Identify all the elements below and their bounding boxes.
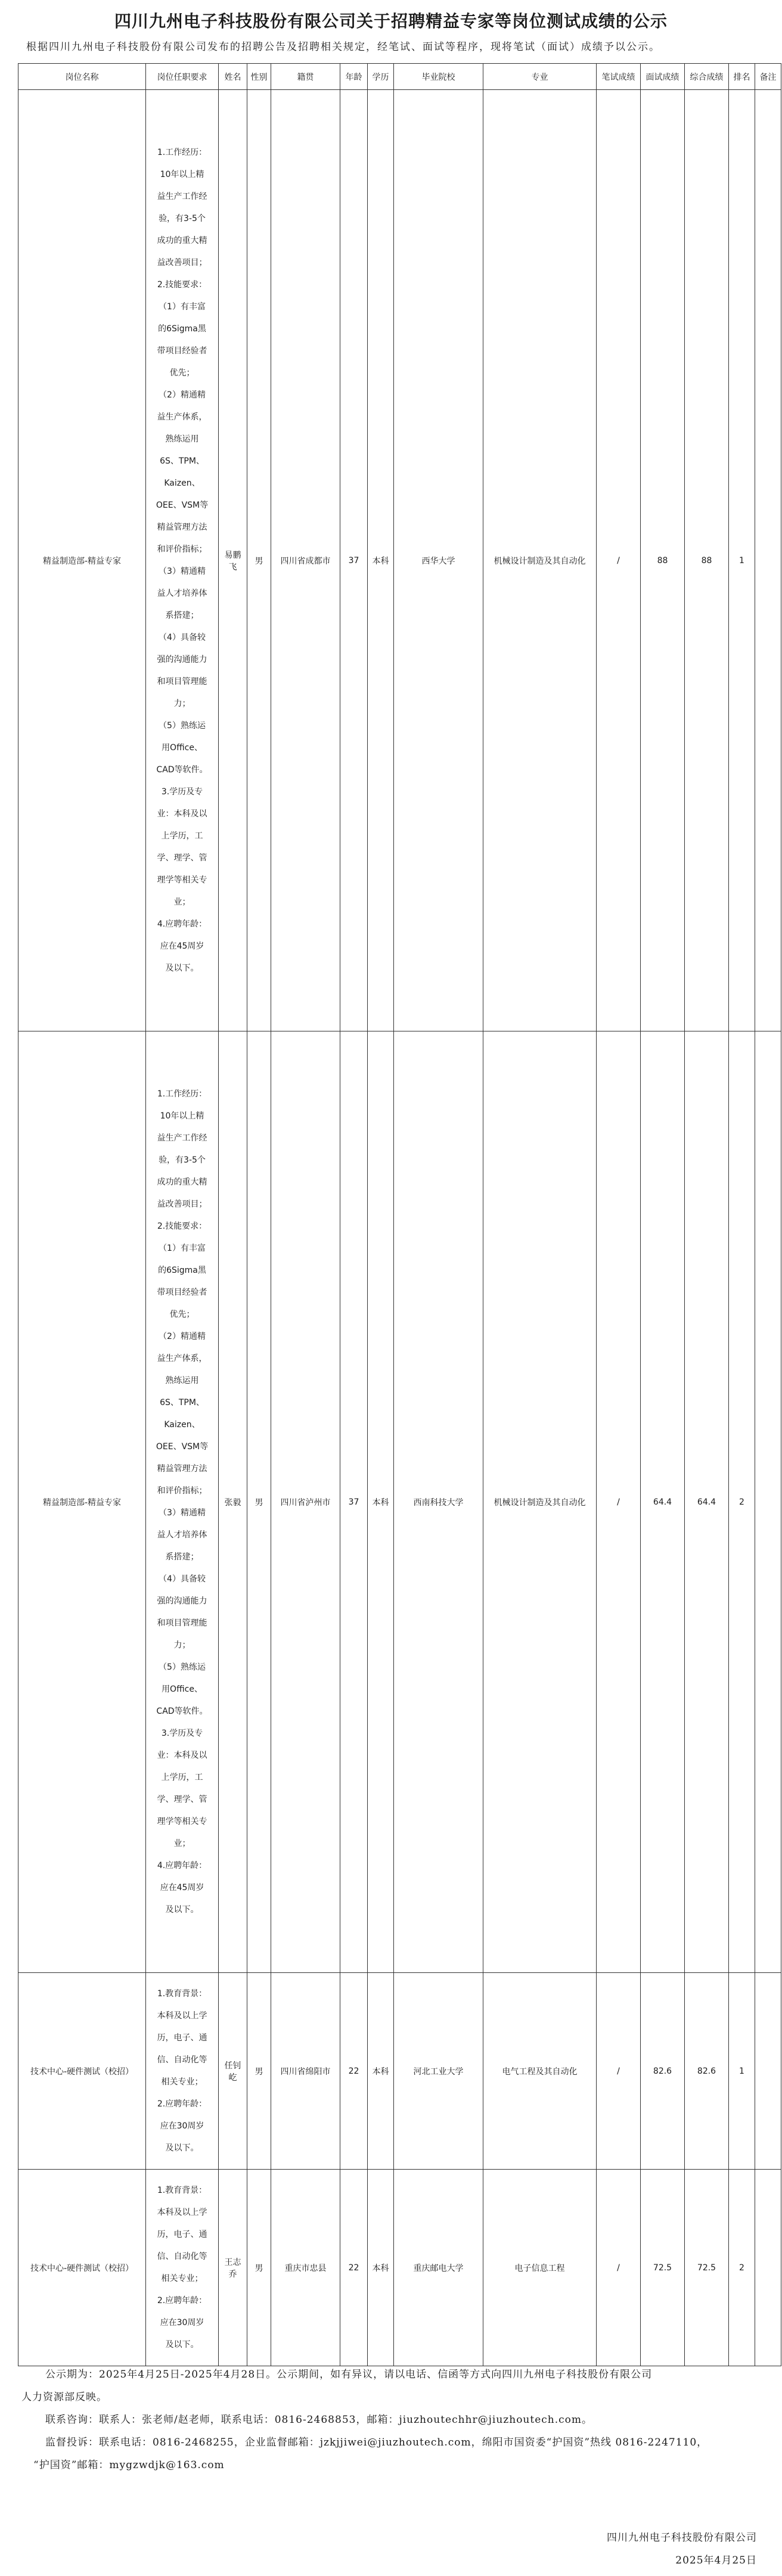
requirement-line: 2.应聘年龄：	[157, 2099, 207, 2109]
requirement-line: 成功的重大精	[157, 1177, 207, 1187]
requirement-line: 信、自动化等	[157, 2055, 207, 2065]
cell-requirements	[146, 2170, 219, 2366]
cell-remark	[755, 2170, 781, 2366]
requirement-line: 本科及以上学	[157, 2011, 207, 2021]
header-age: 年龄	[340, 64, 368, 90]
requirement-line: 的6Sigma黑	[158, 1265, 206, 1275]
cell-school: 重庆邮电大学	[394, 2170, 483, 2366]
cell-major: 电气工程及其自动化	[483, 1973, 597, 2170]
requirement-line: 信、自动化等	[157, 2251, 207, 2261]
company-name: 四川九州电子科技股份有限公司	[607, 2532, 757, 2544]
requirement-line: 应在30周岁	[160, 2121, 204, 2131]
table-row	[18, 1973, 781, 2170]
requirement-line: 优先；	[169, 1309, 195, 1319]
requirement-line: 学、理学、管	[157, 1794, 207, 1804]
requirement-line: 和评价指标；	[157, 544, 207, 554]
requirement-line: 熟练运用	[165, 1375, 199, 1385]
announcement-date: 2025年4月25日	[675, 2555, 757, 2566]
requirement-line: OEE、VSM等	[156, 500, 209, 510]
cell-education: 本科	[368, 1031, 394, 1973]
requirement-line: （5）熟练运	[159, 720, 206, 731]
requirement-line: 强的沟通能力	[157, 654, 207, 664]
requirement-line: （1）有丰富	[159, 1243, 206, 1253]
requirement-line: 强的沟通能力	[157, 1596, 207, 1606]
cell-age: 22	[340, 1973, 368, 2170]
header-origin: 籍贯	[271, 64, 340, 90]
header-gender: 性别	[247, 64, 271, 90]
requirement-line: （1）有丰富	[159, 302, 206, 312]
cell-age: 37	[340, 90, 368, 1031]
cell-rank: 2	[729, 2170, 755, 2366]
requirement-line: 带项目经验者	[157, 346, 207, 356]
requirement-line: 1.教育背景：	[157, 2185, 207, 2195]
requirement-line: 理学等相关专	[157, 1816, 207, 1826]
requirement-line: 及以下。	[165, 963, 199, 973]
requirement-line: 相关专业；	[161, 2273, 203, 2283]
requirement-line: 和项目管理能	[157, 676, 207, 686]
cell-name: 王志乔	[219, 2170, 247, 2366]
requirement-line: 业；	[173, 897, 191, 907]
requirement-line: 精益管理方法	[157, 1463, 207, 1474]
requirement-line: CAD等软件。	[156, 1706, 208, 1716]
header-name: 姓名	[219, 64, 247, 90]
cell-position: 精益制造部-精益专家	[18, 1031, 146, 1973]
footer-notes	[21, 2363, 772, 2476]
requirement-line: 2.技能要求：	[157, 279, 207, 290]
cell-written-score: /	[597, 1031, 641, 1973]
header-written-score: 笔试成绩	[597, 64, 641, 90]
cell-written-score: /	[597, 2170, 641, 2366]
cell-rank: 1	[729, 1973, 755, 2170]
requirement-line: 历，电子、通	[157, 2033, 207, 2043]
requirement-line: 1.工作经历：	[157, 1089, 207, 1099]
header-school: 毕业院校	[394, 64, 483, 90]
cell-total-score: 72.5	[685, 2170, 729, 2366]
requirement-line: （2）精通精	[159, 1331, 206, 1341]
cell-education: 本科	[368, 1973, 394, 2170]
cell-interview-score: 64.4	[641, 1031, 685, 1973]
cell-written-score: /	[597, 90, 641, 1031]
cell-gender: 男	[247, 1031, 271, 1973]
table-row	[18, 90, 781, 1031]
requirement-line: 益改善项目；	[157, 257, 207, 268]
header-rank: 排名	[729, 64, 755, 90]
header-total-score: 综合成绩	[685, 64, 729, 90]
requirement-line: 及以下。	[165, 1904, 199, 1915]
requirement-line: 6S、TPM、	[160, 1397, 204, 1407]
document-title: 四川九州电子科技股份有限公司关于招聘精益专家等岗位测试成绩的公示	[114, 11, 668, 31]
requirement-line: Kaizen、	[164, 478, 200, 488]
requirement-line: （3）精通精	[159, 566, 206, 576]
requirement-line: 力；	[173, 698, 191, 709]
cell-gender: 男	[247, 2170, 271, 2366]
requirement-line: 应在45周岁	[160, 1882, 204, 1893]
requirement-line: 3.学历及专	[161, 787, 203, 797]
cell-remark	[755, 1031, 781, 1973]
cell-position: 技术中心-硬件测试（校招）	[18, 1973, 146, 2170]
requirement-line: 业：本科及以	[157, 1750, 207, 1760]
cell-gender: 男	[247, 90, 271, 1031]
header-requirements: 岗位任职要求	[146, 64, 219, 90]
requirement-line: 及以下。	[165, 2339, 199, 2350]
cell-rank: 1	[729, 90, 755, 1031]
requirement-line: 益生产工作经	[157, 191, 207, 201]
cell-major: 机械设计制造及其自动化	[483, 90, 597, 1031]
cell-total-score: 82.6	[685, 1973, 729, 2170]
requirement-line: 3.学历及专	[161, 1728, 203, 1738]
cell-gender: 男	[247, 1973, 271, 2170]
cell-education: 本科	[368, 2170, 394, 2366]
header-remark: 备注	[755, 64, 781, 90]
requirement-line: 10年以上精	[160, 1111, 204, 1121]
cell-name: 易鹏飞	[219, 90, 247, 1031]
header-position: 岗位名称	[18, 64, 146, 90]
requirement-line: 优先；	[169, 368, 195, 378]
requirement-line: 用Office、	[162, 742, 203, 753]
table-header-row	[18, 64, 781, 90]
cell-age: 22	[340, 2170, 368, 2366]
requirement-line: 益改善项目；	[157, 1199, 207, 1209]
cell-interview-score: 72.5	[641, 2170, 685, 2366]
requirement-line: （3）精通精	[159, 1508, 206, 1518]
requirement-line: OEE、VSM等	[156, 1441, 209, 1452]
cell-name: 任钊屹	[219, 1973, 247, 2170]
cell-requirements	[146, 90, 219, 1031]
requirement-line: 的6Sigma黑	[158, 324, 206, 334]
requirement-line: 学、理学、管	[157, 853, 207, 863]
cell-origin: 四川省成都市	[271, 90, 340, 1031]
requirement-line: 系搭建；	[165, 610, 199, 620]
cell-requirements	[146, 1031, 219, 1973]
requirement-line: 力；	[173, 1640, 191, 1650]
cell-requirements	[146, 1973, 219, 2170]
requirement-line: 2.技能要求：	[157, 1221, 207, 1231]
cell-name: 张毅	[219, 1031, 247, 1973]
requirement-line: （4）具备较	[159, 632, 206, 642]
header-interview-score: 面试成绩	[641, 64, 685, 90]
requirement-line: 成功的重大精	[157, 235, 207, 246]
requirement-line: 系搭建；	[165, 1552, 199, 1562]
requirement-line: 和项目管理能	[157, 1618, 207, 1628]
requirement-line: 业：本科及以	[157, 809, 207, 819]
cell-origin: 重庆市忠县	[271, 2170, 340, 2366]
cell-written-score: /	[597, 1973, 641, 2170]
header-major: 专业	[483, 64, 597, 90]
requirement-line: 验，有3-5个	[159, 1155, 206, 1165]
cell-origin: 四川省泸州市	[271, 1031, 340, 1973]
requirement-line: 6S、TPM、	[160, 456, 204, 466]
results-table	[18, 63, 781, 2366]
requirement-line: 应在30周岁	[160, 2317, 204, 2328]
requirement-line: 益人才培养体	[157, 1530, 207, 1540]
cell-position: 技术中心-硬件测试（校招）	[18, 2170, 146, 2366]
requirement-line: 4.应聘年龄：	[157, 1860, 207, 1870]
cell-interview-score: 82.6	[641, 1973, 685, 2170]
cell-age: 37	[340, 1031, 368, 1973]
cell-origin: 四川省绵阳市	[271, 1973, 340, 2170]
requirement-line: 和评价指标；	[157, 1486, 207, 1496]
supervision-info: 监督投诉：联系电话：0816-2468255，企业监督邮箱：jzkjjiwei@jiuzhoutech.com，绵阳市国资委“护国资”热线 0816-2247110，	[45, 2437, 708, 2448]
requirement-line: 理学等相关专	[157, 875, 207, 885]
cell-remark	[755, 90, 781, 1031]
requirement-line: 用Office、	[162, 1684, 203, 1694]
contact-info: 联系咨询：联系人：张老师/赵老师，联系电话：0816-2468853，邮箱：jiuzhoutechhr@jiuzhoutech.com。	[45, 2414, 593, 2426]
requirement-line: 熟练运用	[165, 434, 199, 444]
requirement-line: （5）熟练运	[159, 1662, 206, 1672]
requirement-line: 带项目经验者	[157, 1287, 207, 1297]
cell-major: 机械设计制造及其自动化	[483, 1031, 597, 1973]
signature-block	[607, 2527, 757, 2572]
requirement-line: 10年以上精	[160, 169, 204, 179]
requirement-line: 本科及以上学	[157, 2207, 207, 2217]
requirement-line: （4）具备较	[159, 1574, 206, 1584]
requirement-line: 精益管理方法	[157, 522, 207, 532]
requirement-line: 益生产体系，	[157, 1353, 207, 1363]
requirement-line: 及以下。	[165, 2143, 199, 2153]
publicity-period-text: 公示期为：2025年4月25日-2025年4月28日。公示期间，如有异议，请以电话、信函等方式向四川九州电子科技股份有限公司	[45, 2369, 653, 2381]
requirement-line: 4.应聘年龄：	[157, 919, 207, 929]
header-education: 学历	[368, 64, 394, 90]
requirement-line: 上学历，工	[161, 831, 203, 841]
cell-school: 西华大学	[394, 90, 483, 1031]
cell-education: 本科	[368, 90, 394, 1031]
table-row	[18, 2170, 781, 2366]
requirement-line: 益生产工作经	[157, 1133, 207, 1143]
document-intro: 根据四川九州电子科技股份有限公司发布的招聘公告及招聘相关规定，经笔试、面试等程序，现将笔试（面试）成绩予以公示。	[26, 41, 660, 53]
cell-rank: 2	[729, 1031, 755, 1973]
requirement-line: 验，有3-5个	[159, 213, 206, 223]
requirement-line: （2）精通精	[159, 390, 206, 400]
supervision-info-cont: “护国资”邮箱：mygzwdjk@163.com	[33, 2459, 225, 2471]
table-row	[18, 1031, 781, 1973]
requirement-line: CAD等软件。	[156, 765, 208, 775]
publicity-period-text-cont: 人力资源部反映。	[21, 2391, 107, 2403]
cell-remark	[755, 1973, 781, 2170]
cell-total-score: 88	[685, 90, 729, 1031]
cell-total-score: 64.4	[685, 1031, 729, 1973]
requirement-line: 相关专业；	[161, 2077, 203, 2087]
requirement-line: 业；	[173, 1838, 191, 1848]
requirement-line: 应在45周岁	[160, 941, 204, 951]
requirement-line: 1.工作经历：	[157, 147, 207, 157]
requirement-line: 2.应聘年龄：	[157, 2295, 207, 2305]
requirement-line: 益人才培养体	[157, 588, 207, 598]
cell-major: 电子信息工程	[483, 2170, 597, 2366]
cell-school: 河北工业大学	[394, 1973, 483, 2170]
requirement-line: 益生产体系，	[157, 412, 207, 422]
cell-interview-score: 88	[641, 90, 685, 1031]
cell-school: 西南科技大学	[394, 1031, 483, 1973]
requirement-line: Kaizen、	[164, 1419, 200, 1430]
requirement-line: 1.教育背景：	[157, 1988, 207, 1999]
cell-position: 精益制造部-精益专家	[18, 90, 146, 1031]
requirement-line: 历，电子、通	[157, 2229, 207, 2239]
requirement-line: 上学历，工	[161, 1772, 203, 1782]
